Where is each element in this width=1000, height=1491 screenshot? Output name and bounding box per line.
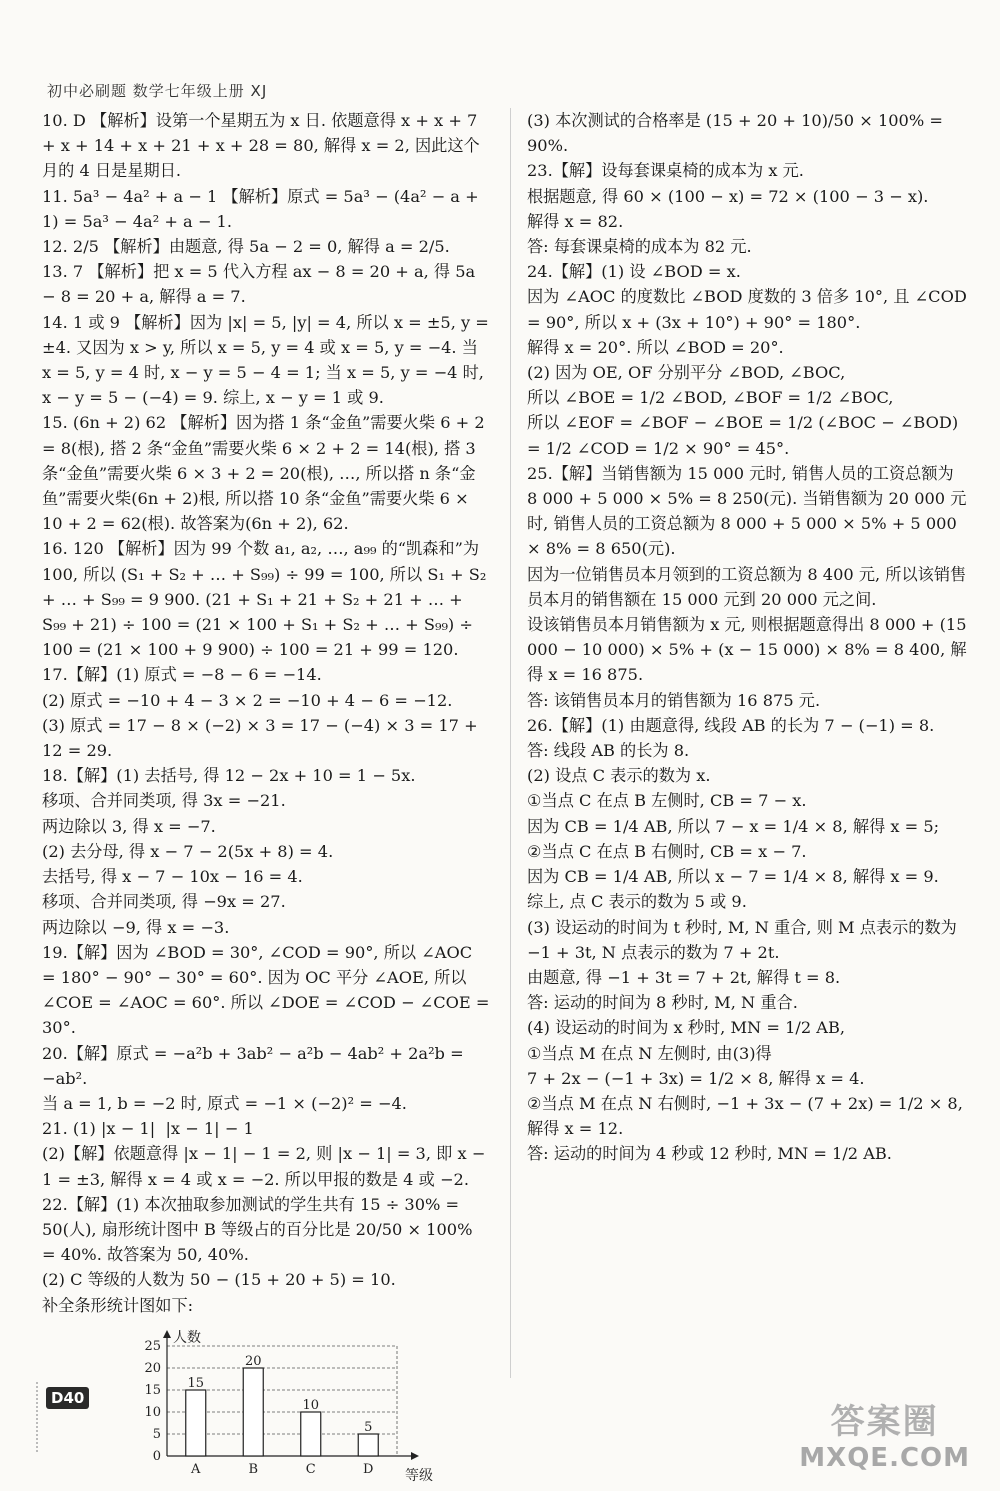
answer-26: 26.【解】(1) 由题意得, 线段 AB 的长为 7 − (−1) = 8. 答: 线段 AB 的长为 8. (2) 设点 C 表示的数为 x. ①当点 C 在点 B 左侧时, CB = 7 − x. 因为 CB = 1/4 AB, 所以 7 − x = 1/4 × 8, 解得 x = 5; ②当点 C 在点 B 右侧时, CB = x − 7. 因为 CB = 1/4 AB, 所以 x − 7 = 1/4 × 8, 解得 x = 9. 综上, 点 C 表示的数为 5 或 9. (3) 设运动的时间为 t 秒时, M, N 重合, 则 M 点表示的数为 −1 + 3t, N 点表示的数为 7 + 2t. 由题意, 得 −1 + 3t = 7 + 2t, 解得 t = 8. 答: 运动的时间为 8 秒时, M, N 重合. (4) 设运动的时间为 x 秒时, MN = 1/2 AB, ①当点 M 在点 N 左侧时, 由(3)得 7 + 2x − (−1 + 3x) = 1/2 × 8, 解得 x = 4. ②当点 M 在点 N 右侧时, −1 + 3x − (7 + 2x) = 1/2 × 8, 解得 x = 12. 答: 运动的时间为 4 秒或 12 秒时, MN = 1/2 AB. [527, 715, 963, 1164]
watermark-logo: 答案圈 [830, 1402, 939, 1442]
bar [358, 1434, 378, 1456]
y-tick-label: 5 [152, 1426, 161, 1442]
bar-value-label: 5 [364, 1419, 373, 1435]
answer-18: 18.【解】(1) 去括号, 得 12 − 2x + 10 = 1 − 5x. 移项、合并同类项, 得 3x = −21. 两边除以 3, 得 x = −7. (2) 去分母, 得 x − 7 − 2(5x + 8) = 4. 去括号, 得 x − 7 − 10x − 16 = 4. 移项、合并同类项, 得 −9x = 27. 两边除以 −9, 得 x = −3. [42, 766, 416, 937]
answer-13: 13. 7 【解析】把 x = 5 代入方程 ax − 8 = 20 + a, 得 5a − 8 = 20 + a, 解得 a = 7. [42, 262, 481, 307]
x-category-label: C [305, 1461, 316, 1477]
y-tick-label: 25 [144, 1338, 161, 1354]
answer-24: 24.【解】(1) 设 ∠BOD = x. 因为 ∠AOC 的度数比 ∠BOD 度数的 3 倍多 10°, 且 ∠COD = 90°, 所以 x + (3x + 10°) + 90° = 180°. 解得 x = 20°. 所以 ∠BOD = 20°. (2) 因为 OE, OF 分别平分 ∠BOD, ∠BOC, 所以 ∠BOE = 1/2 ∠BOD, ∠BOF = 1/2 ∠BOC, 所以 ∠EOF = ∠BOF − ∠BOE = 1/2 (∠BOC − ∠BOD) = 1/2 ∠COD = 1/2 × 90° = 45°. [527, 262, 967, 458]
y-tick-label: 20 [144, 1360, 161, 1376]
x-category-label: D [363, 1461, 374, 1477]
bar-value-label: 15 [187, 1375, 205, 1391]
bar [243, 1368, 263, 1456]
page-number: D40 [46, 1387, 89, 1409]
column-divider [510, 108, 511, 1378]
bar-chart [127, 1324, 457, 1484]
y-tick-label: 0 [152, 1448, 161, 1464]
answer-15: 15. (6n + 2) 62 【解析】因为搭 1 条“金鱼”需要火柴 6 + 2 = 8(根), 搭 2 条“金鱼”需要火柴 6 × 2 + 2 = 14(根), 搭 3 条“金鱼”需要火柴 6 × 3 + 2 = 20(根), …, 所以搭 n 条“金鱼”需要火柴(6n + 2)根, 所以搭 10 条“金鱼”需要火柴 6 × 10 + 2 = 62(根). 故答案为(6n + 2), 62. [42, 413, 490, 534]
answer-22: 22.【解】(1) 本次抽取参加测试的学生共有 15 ÷ 30% = 50(人), 扇形统计图中 B 等级占的百分比是 20/50 × 100% = 40%. 故答案为 50, 40%. (2) C 等级的人数为 50 − (15 + 20 + 5) = 10. 补全条形统计图如下: [42, 1194, 473, 1315]
x-axis-arrow [411, 1452, 419, 1460]
answer-16: 16. 120 【解析】因为 99 个数 a₁, a₂, …, a₉₉ 的“凯森和”为 100, 所以 (S₁ + S₂ + … + S₉₉) ÷ 99 = 100, 所以 S₁ + S₂ + … + S₉₉ = 9 900. (21 + S₁ + 21 + S₂ + 21 + … + S₉₉ + 21) ÷ 100 = (21 × 100 + S₁ + S₂ + … + S₉₉) ÷ 100 = (21 × 100 + 9 900) ÷ 100 = 21 + 99 = 120. [42, 539, 492, 660]
answer-19: 19.【解】因为 ∠BOD = 30°, ∠COD = 90°, 所以 ∠AOC = 180° − 90° − 30° = 60°. 因为 OC 平分 ∠AOE, 所以 ∠COE = ∠AOC = 60°. 所以 ∠DOE = ∠COD − ∠COE = 30°. [42, 942, 495, 1038]
y-tick-label: 10 [144, 1404, 161, 1420]
x-category-label: A [191, 1461, 201, 1477]
answer-20: 20.【解】原式 = −a²b + 3ab² − a²b − 4ab² + 2a²b = −ab². 当 a = 1, b = −2 时, 原式 = −1 × (−2)² = −4. [42, 1043, 464, 1113]
margin-dots [36, 1382, 46, 1452]
bar [186, 1390, 206, 1456]
answer-25: 25.【解】当销售额为 15 000 元时, 销售人员的工资总额为 8 000 + 5 000 × 5% = 8 250(元). 当销售额为 20 000 元时, 销售人员的工资总额为 8 000 + 5 000 × 5% + 5 000 × 8% = 8 650(元). 因为一位销售员本月领到的工资总额为 8 400 元, 所以该销售员本月的销售额在 15 000 元到 20 000 元之间. 设该销售员本月销售额为 x 元, 则根据题意得出 8 000 + (15 000 − 10 000) × 5% + (x − 15 000) × 8% = 8 400, 解得 x = 16 875. 答: 该销售员本月的销售额为 16 875 元. [527, 463, 967, 710]
answer-21: 21. (1) |x − 1| |x − 1| − 1 (2)【解】依题意得 |x − 1| − 1 = 2, 则 |x − 1| = 3, 即 x − 1 = ±3, 解得 x = 4 或 x = −2. 所以甲报的数是 4 或 −2. [42, 1119, 486, 1189]
answer-23: 23.【解】设每套课桌椅的成本为 x 元. 根据题意, 得 60 × (100 − x) = 72 × (100 − 3 − x). 解得 x = 82. 答: 每套课桌椅的成本为 82 元. [527, 161, 929, 257]
answer-11: 11. 5a³ − 4a² + a − 1 【解析】原式 = 5a³ − (4a² − a + 1) = 5a³ − 4a² + a − 1. [42, 186, 484, 231]
answer-10: 10. D 【解析】设第一个星期五为 x 日. 依题意得 x + x + 7 + x + 14 + x + 21 + x + 28 = 80, 解得 x = 2, 因此这个月的 4 日是星期日. [42, 111, 483, 181]
x-axis-label: 等级 [405, 1467, 433, 1484]
bar [301, 1412, 321, 1456]
page-header: 初中必刷题 数学七年级上册 XJ [47, 82, 268, 100]
bar-value-label: 20 [244, 1353, 262, 1369]
answer-17: 17.【解】(1) 原式 = −8 − 6 = −14. (2) 原式 = −10 + 4 − 3 × 2 = −10 + 4 − 6 = −12. (3) 原式 = 17 − 8 × (−2) × 3 = 17 − (−4) × 3 = 17 + 12 = 29. [42, 665, 478, 761]
watermark [799, 1394, 970, 1473]
answer-14: 14. 1 或 9 【解析】因为 |x| = 5, |y| = 4, 所以 x = ±5, y = ±4. 又因为 x > y, 所以 x = 5, y = 4 或 x = 5, y = −4. 当 x = 5, y = 4 时, x − y = 5 − 4 = 1; 当 x = 5, y = −4 时, x − y = 5 − (−4) = 9. 综上, x − y = 1 或 9. [42, 312, 495, 408]
bar-value-label: 10 [302, 1397, 320, 1413]
watermark-url: MXQE.COM [799, 1443, 970, 1473]
x-category-label: B [248, 1461, 259, 1477]
answer-12: 12. 2/5 【解析】由题意, 得 5a − 2 = 0, 解得 a = 2/5. [42, 237, 450, 257]
y-axis-label: 人数 [173, 1329, 201, 1346]
right-column [527, 108, 967, 1167]
bar-chart-svg [127, 1324, 457, 1484]
y-axis-arrow [163, 1330, 171, 1338]
left-column [42, 108, 495, 1484]
y-tick-label: 15 [144, 1382, 161, 1398]
answer-22-part3: (3) 本次测试的合格率是 (15 + 20 + 10)/50 × 100% = 90%. [527, 111, 949, 156]
